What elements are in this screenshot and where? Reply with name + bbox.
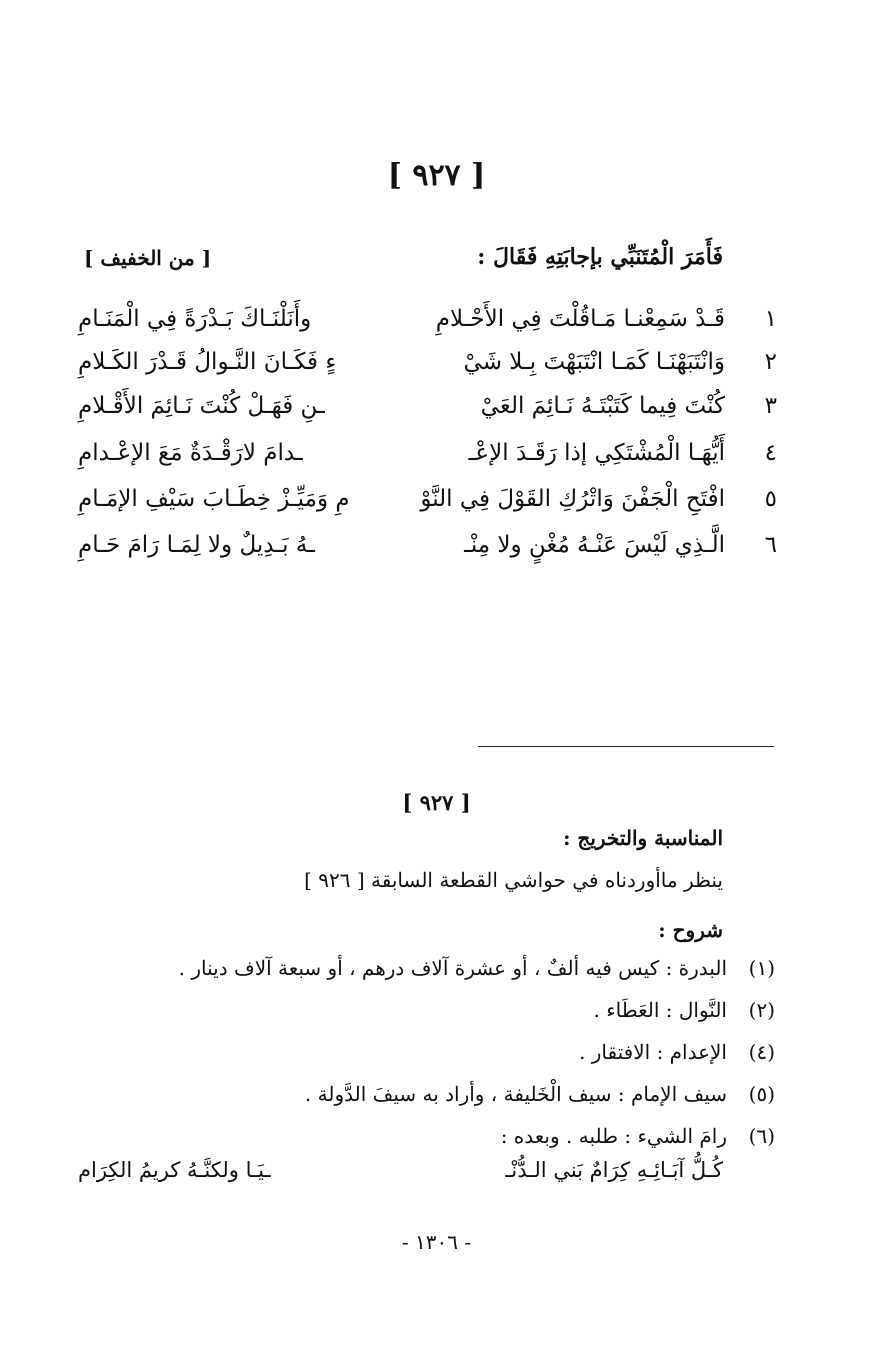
gloss-number: (٤) bbox=[748, 1040, 775, 1064]
quoted-verse-first: كُـلُّ آبَـائِـهِ كِرَامٌ بَني الـدُّنْـ bbox=[505, 1158, 723, 1182]
gloss-text: الإعدام : الافتقار . bbox=[579, 1040, 727, 1064]
verse-number: ٣ bbox=[764, 393, 777, 419]
glosses-heading: شروح : bbox=[658, 918, 723, 942]
quoted-verse-second: ـيَـا ولكنَّـهُ كريمُ الكِرَام bbox=[78, 1158, 271, 1182]
occasion-text: ينظر ماأوردناه في حواشي القطعة السابقة [ ٩٢٦ ] bbox=[304, 868, 723, 892]
footnote-number: [ ٩٢٧ ] bbox=[402, 790, 471, 815]
verse-first-hemistich: وَانْتَبَهْنَـا كَمَـا انْتَبَهْتَ بِـلا شَيْ bbox=[463, 349, 725, 375]
verse-row bbox=[0, 486, 873, 530]
gloss-text: النَّوال : العَطَاء . bbox=[593, 998, 727, 1022]
verse-second-hemistich: مِ وَمَيِّـزْ خِطَـابَ سَيْفِ الإمَـامِ bbox=[78, 486, 350, 512]
poem-number: [ ٩٢٧ ] bbox=[387, 158, 486, 193]
footnote-divider bbox=[478, 746, 774, 747]
poem-meter: [ من الخفيف ] bbox=[84, 246, 212, 270]
gloss-number: (٢) bbox=[748, 998, 775, 1022]
verse-first-hemistich: الَّـذِي لَيْسَ عَنْـهُ مُغْنٍ ولا مِنْـ bbox=[464, 532, 725, 558]
gloss-note bbox=[594, 998, 775, 1022]
page-number: - ١٣٠٦ - bbox=[401, 1230, 472, 1254]
verse-second-hemistich: ءٍ فَكَـانَ النَّـوالُ قَـدْرَ الكَـلامِ bbox=[78, 349, 337, 375]
gloss-text: البدرة : كيس فيه ألفٌ ، أو عشرة آلاف درهم ، أو سبعة آلاف دينار . bbox=[178, 956, 727, 980]
verse-row bbox=[0, 306, 873, 350]
verse-row bbox=[0, 440, 873, 484]
gloss-note bbox=[305, 1082, 775, 1106]
gloss-number: (٦) bbox=[748, 1124, 775, 1148]
verse-first-hemistich: أَيُّهَـا الْمُشْتَكِي إذا رَقَـدَ الإعْـ bbox=[468, 440, 725, 466]
gloss-note bbox=[501, 1124, 775, 1148]
gloss-number: (١) bbox=[748, 956, 775, 980]
verse-row bbox=[0, 532, 873, 576]
verse-first-hemistich: قَـدْ سَمِعْنـا مَـاقُلْتَ فِي الأَحْـلامِ bbox=[435, 306, 725, 332]
gloss-number: (٥) bbox=[748, 1082, 775, 1106]
occasion-heading: المناسبة والتخريج : bbox=[563, 826, 723, 850]
verse-second-hemistich: ـدامَ لارَقْـدَةٌ مَعَ الإعْـدامِ bbox=[78, 440, 303, 466]
gloss-text: سيف الإمام : سيف الْخَليفة ، وأراد به سيفَ الدَّولة . bbox=[304, 1082, 727, 1106]
verse-second-hemistich: ـنِ فَهَـلْ كُنْتَ نَـائِمَ الأَقْـلامِ bbox=[78, 393, 325, 419]
verse-second-hemistich: وأَنَلْنَـاكَ بَـدْرَةً فِي الْمَنَـامِ bbox=[78, 306, 312, 332]
verse-number: ٥ bbox=[764, 486, 777, 512]
gloss-text: رامَ الشيء : طلبه . وبعده : bbox=[500, 1124, 727, 1148]
verse-row bbox=[0, 349, 873, 393]
verse-number: ٦ bbox=[764, 532, 777, 558]
gloss-note bbox=[179, 956, 775, 980]
verse-second-hemistich: ـهُ بَـدِيلٌ ولا لِمَـا رَامَ حَـامِ bbox=[78, 532, 315, 558]
verse-row bbox=[0, 393, 873, 437]
poem-intro: فَأَمَرَ الْمُتَنَبِّي بإجابَتِهِ فَقَالَ : bbox=[477, 244, 723, 270]
verse-number: ٤ bbox=[764, 440, 777, 466]
gloss-note bbox=[579, 1040, 775, 1064]
verse-first-hemistich: كُنْتَ فِيما كَتَبْتَـهُ نَـائِمَ العَيْ bbox=[480, 393, 725, 419]
verse-number: ١ bbox=[764, 306, 777, 332]
verse-first-hemistich: افْتَحِ الْجَفْنَ وَاتْرُكِ القَوْلَ فِي النَّوْ bbox=[420, 486, 725, 512]
verse-number: ٢ bbox=[764, 349, 777, 375]
